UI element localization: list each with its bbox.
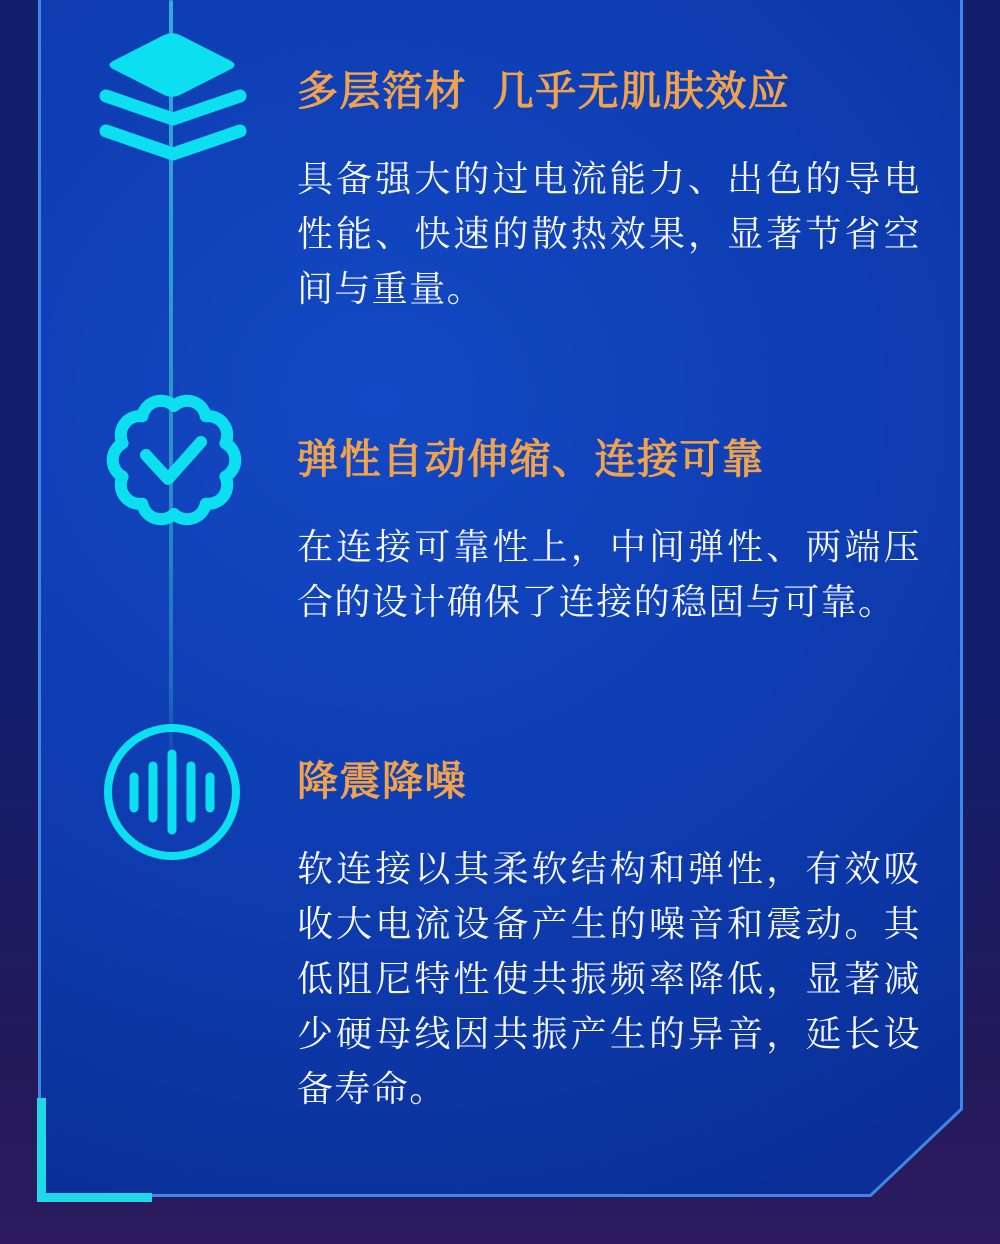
sound-wave-icon <box>108 728 236 856</box>
section-heading: 弹性自动伸缩、连接可靠 <box>297 436 765 482</box>
section-heading: 多层箔材 几乎无肌肤效应 <box>297 68 791 114</box>
section-body: 在连接可靠性上，中间弹性、两端压合的设计确保了连接的稳固与可靠。 <box>297 526 921 622</box>
section-body: 软连接以其柔软结构和弹性，有效吸收大电流设备产生的噪音和震动。其低阻尼特性使共振频率降低，显著减少硬母线因共振产生的异音，延长设备寿命。 <box>297 848 921 1109</box>
corner-accent <box>37 1098 152 1202</box>
section-body: 具备强大的过电流能力、出色的导电性能、快速的散热效果，显著节省空间与重量。 <box>297 158 921 309</box>
badge-check-icon <box>113 401 236 520</box>
layers-icon <box>106 33 240 154</box>
section-elastic-connection <box>297 436 921 629</box>
section-heading: 降震降噪 <box>297 758 467 804</box>
section-multilayer-foil <box>297 68 921 316</box>
section-noise-reduction <box>297 758 921 1116</box>
